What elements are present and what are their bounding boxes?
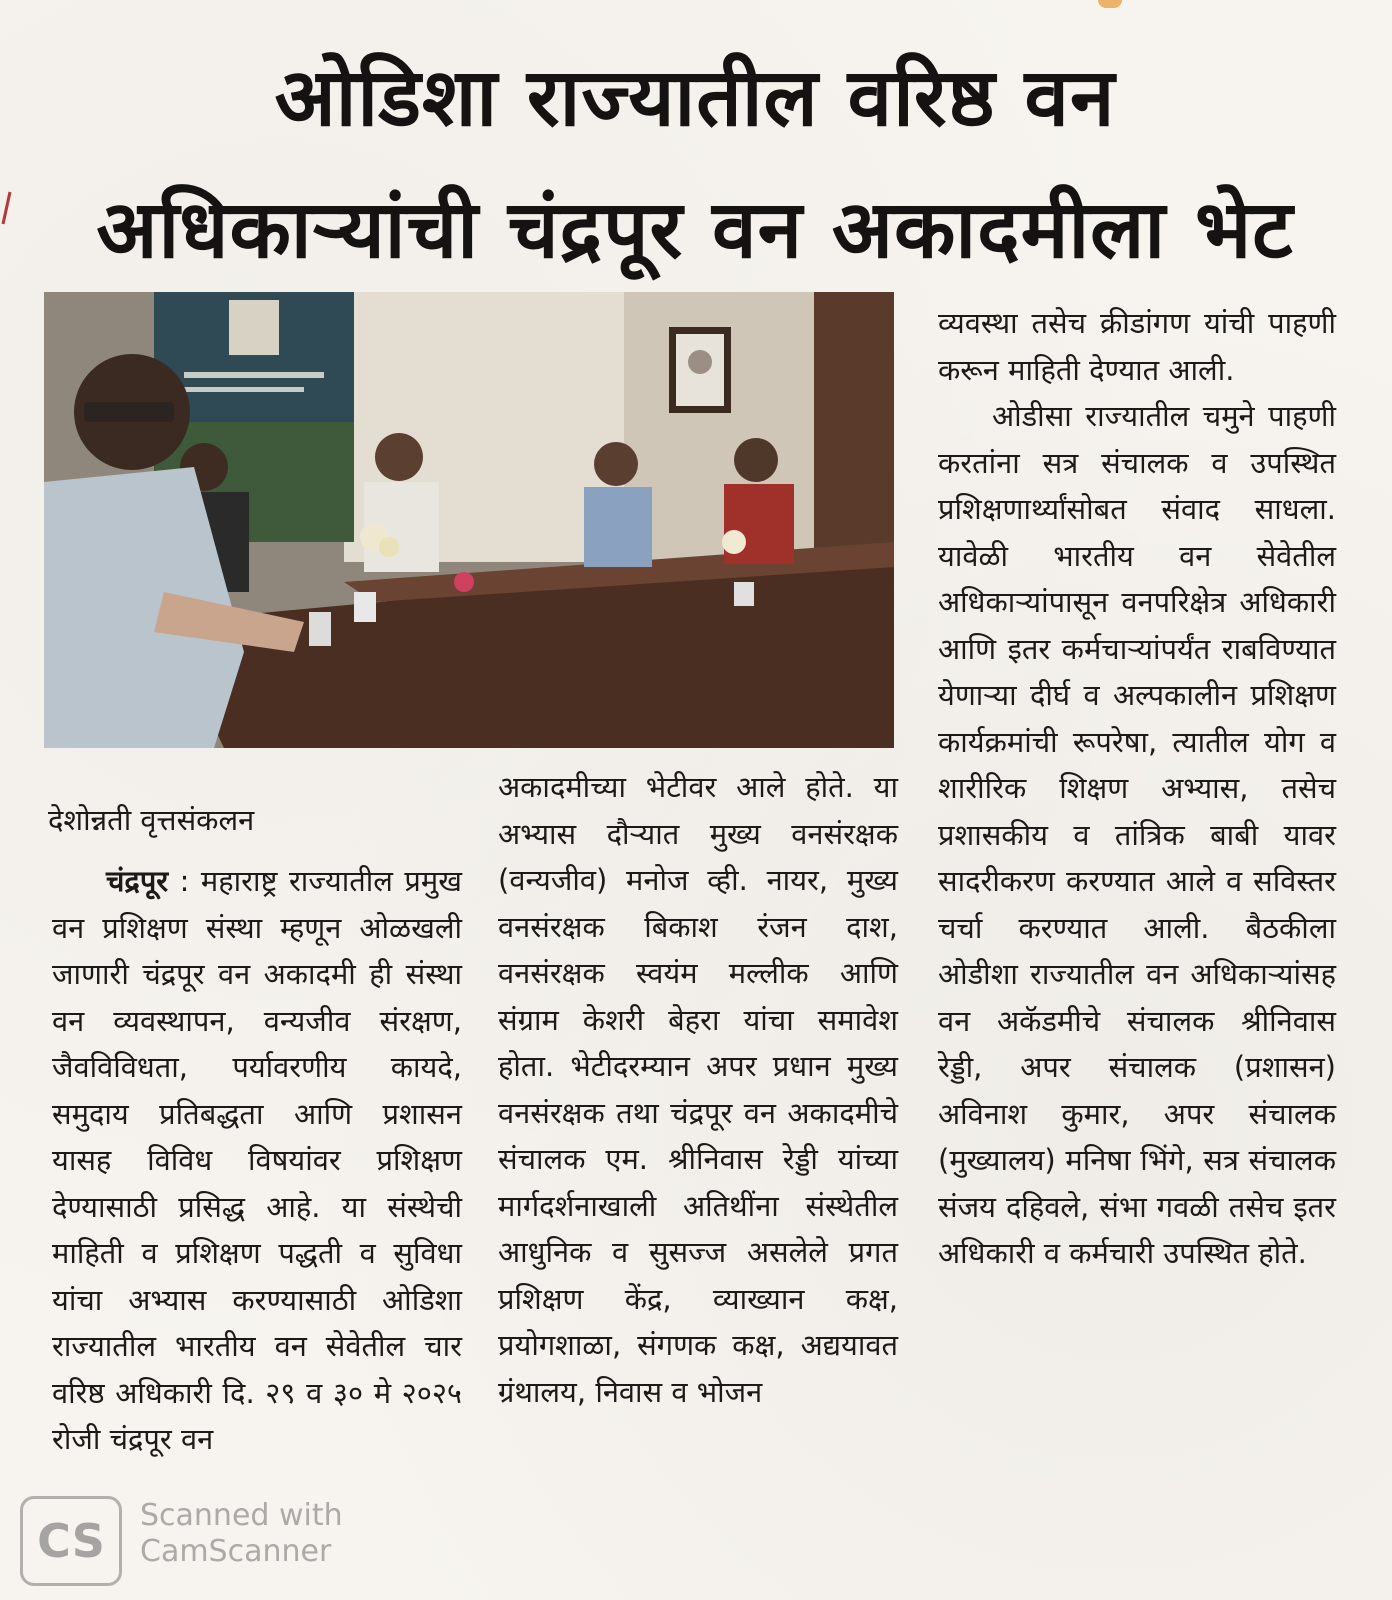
- article-column-middle: [498, 764, 898, 1415]
- paragraph-3: व्यवस्था तसेच क्रीडांगण यांची पाहणी करून माहिती देण्यात आली.: [938, 306, 1336, 387]
- watermark-line-1: Scanned with: [140, 1498, 343, 1533]
- ink-smudge: [1098, 0, 1122, 8]
- headline-line-1: ओडिशा राज्यातील वरिष्ठ वन: [274, 51, 1116, 144]
- watermark-line-2: CamScanner: [140, 1534, 332, 1569]
- meeting-photo: [44, 292, 894, 748]
- pen-mark: [0, 190, 14, 230]
- paragraph-4: ओडीसा राज्यातील चमुने पाहणी करतांना सत्र संचालक व उपस्थित प्रशिक्षणार्थ्यांसोबत संवाद साधला. यावेळी भारतीय वन सेवेतील अधिकाऱ्यांपासून वनपरिक्षेत्र अधिकारी आणि इतर कर्मचाऱ्यांपर्यंत राबविण्यात येणाऱ्या दीर्घ व अल्पकालीन प्रशिक्षण कार्यक्रमांची रूपरेषा, त्यातील योग व शारीरिक शिक्षण अभ्यास, तसेच प्रशासकीय व तांत्रिक बाबी यावर सादरीकरण करण्यात आले व सविस्तर चर्चा करण्यात आली. बैठकीला ओडीशा राज्यातील वन अधिकाऱ्यांसह वन अकॅडमीचे संचालक श्रीनिवास रेड्डी, अपर संचालक (प्रशासन) अविनाश कुमार, अपर संचालक (मुख्यालय) मनिषा भिंगे, सत्र संचालक संजय दहिवले, संभा गवळी तसेच इतर अधिकारी व कर्मचारी उपस्थित होते.: [938, 399, 1336, 1270]
- watermark-text: [140, 1498, 343, 1570]
- paragraph-1: : महाराष्ट्र राज्यातील प्रमुख वन प्रशिक्षण संस्था म्हणून ओळखली जाणारी चंद्रपूर वन अकादमी ही संस्था वन व्यवस्थापन, वन्यजीव संरक्षण, जैवविविधता, पर्यावरणीय कायदे, समुदाय प्रतिबद्धता आणि प्रशासन यासह विविध विषयांवर प्रशिक्षण देण्यासाठी प्रसिद्ध आहे. या संस्थेची माहिती व प्रशिक्षण पद्धती व सुविधा यांचा अभ्यास करण्यासाठी ओडिशा राज्यातील भारतीय वन सेवेतील चार वरिष्ठ अधिकारी दि. २९ व ३० मे २०२५ रोजी चंद्रपूर वन: [52, 864, 462, 1456]
- article-column-right: [938, 300, 1336, 1277]
- photo-illustration: [44, 292, 894, 748]
- headline-line-2: अधिकाऱ्यांची चंद्रपूर वन अकादमीला भेट: [96, 183, 1294, 276]
- byline: देशोन्नती वृत्तसंकलन: [48, 803, 255, 837]
- scanner-watermark: [20, 1496, 360, 1592]
- paragraph-2: अकादमीच्या भेटीवर आले होते. या अभ्यास दौऱ्यात मुख्य वनसंरक्षक (वन्यजीव) मनोज व्ही. नायर, मुख्य वनसंरक्षक बिकाश रंजन दाश, वनसंरक्षक स्वयंम मल्लीक आणि संग्राम केशरी बेहरा यांचा समावेश होता. भेटीदरम्यान अपर प्रधान मुख्य वनसंरक्षक तथा चंद्रपूर वन अकादमीचे संचालक एम. श्रीनिवास रेड्डी यांच्या मार्गदर्शनाखाली अतिथींना संस्थेतील आधुनिक व सुसज्ज असलेले प्रगत प्रशिक्षण केंद्र, व्याख्यान कक्ष, प्रयोगशाळा, संगणक कक्ष, अद्ययावत ग्रंथालय, निवास व भोजन: [498, 770, 898, 1409]
- dateline: चंद्रपूर: [106, 864, 169, 898]
- camscanner-logo-icon: CS: [20, 1496, 122, 1586]
- article-column-left: [52, 858, 462, 1463]
